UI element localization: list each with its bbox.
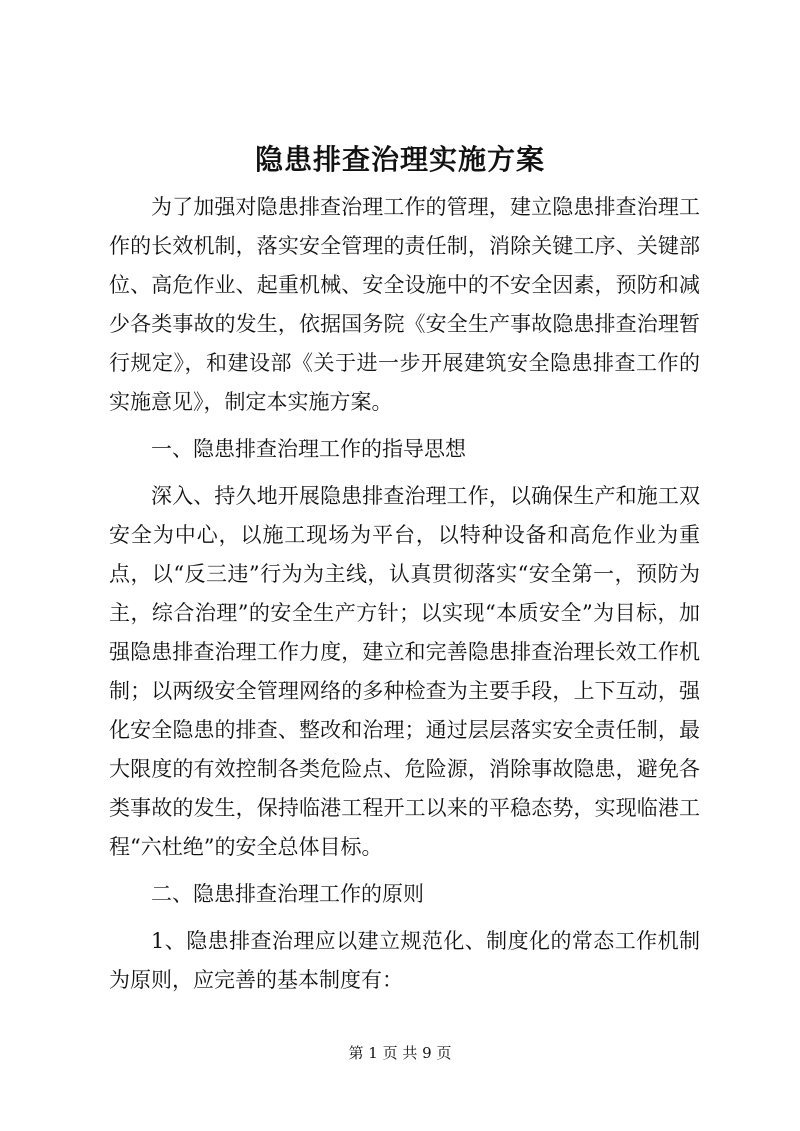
document-body: [109, 188, 700, 1000]
principle-item-1: 1、隐患排查治理应以建立规范化、制度化的常态工作机制为原则，应完善的基本制度有：: [109, 929, 700, 992]
document-title: 隐患排查治理实施方案: [254, 143, 545, 176]
section-heading-principles: 二、隐患排查治理工作的原则: [151, 882, 424, 906]
page-number-footer: 第 1 页 共 9 页: [348, 1044, 452, 1062]
guiding-ideology-paragraph: 深入、持久地开展隐患排查治理工作，以确保生产和施工双安全为中心，以施工现场为平台，以特种设备和高危作业为重点，以“反三违”行为为主线，认真贯彻落实“安全第一，预防为主，综合治理”的安全生产方针；以实现“本质安全”为目标，加强隐患排查治理工作力度，建立和完善隐患排查治理长效工作机制；以两级安全管理网络的多种检查为主要手段，上下互动，强化安全隐患的排查、整改和治理；通过层层落实安全责任制，最大限度的有效控制各类危险点、危险源，消除事故隐患，避免各类事故的发生，保持临港工程开工以来的平稳态势，实现临港工程“六杜绝”的安全总体目标。: [109, 484, 700, 859]
section-heading-guiding-ideology: 一、隐患排查治理工作的指导思想: [151, 437, 466, 461]
intro-paragraph: 为了加强对隐患排查治理工作的管理，建立隐患排查治理工作的长效机制，落实安全管理的责任制，消除关键工序、关键部位、高危作业、起重机械、安全设施中的不安全因素，预防和减少各类事故的发生，依据国务院《安全生产事故隐患排查治理暂行规定》，和建设部《关于进一步开展建筑安全隐患排查工作的实施意见》，制定本实施方案。: [109, 195, 700, 414]
